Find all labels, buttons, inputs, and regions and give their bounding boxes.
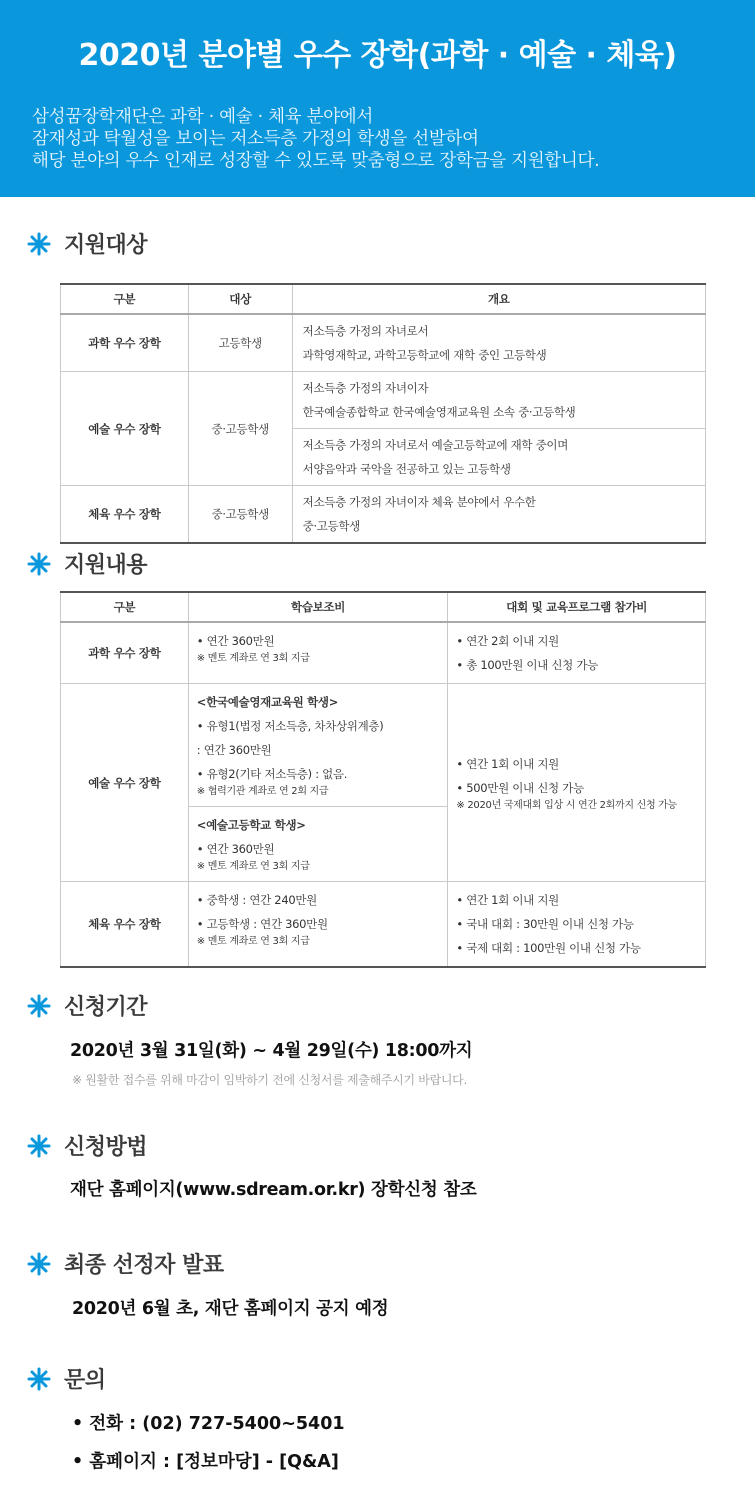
study-line: • 유형1(법정 저소득층, 차차상위계층) [196,719,384,733]
asterisk-star-icon [26,1133,52,1159]
desc-line: 서양음악과 국악을 전공하고 있는 고등학생 [302,462,511,476]
program-line: • 연간 1회 이내 지원 [456,756,559,771]
section-title-target [26,228,147,259]
table-row [61,486,706,544]
intro-line: 삼성꿈장학재단은 과학 · 예술 · 체육 분야에서 [32,107,373,127]
column-header: 학습보조비 [188,592,448,622]
period-text: 2020년 3월 31일(화) ~ 4월 29일(수) 18:00까지 [70,1041,473,1061]
category-cell: 과학 우수 장학 [61,622,189,684]
desc-line: 과학영재학교, 과학고등학교에 재학 중인 고등학생 [302,348,547,362]
asterisk-star-icon [26,1251,52,1277]
study-line: • 중학생 : 연간 240만원 [196,893,317,907]
desc-line: 저소득층 가정의 자녀로서 [302,324,429,338]
intro-text [32,106,755,172]
section-title-announce [26,1248,224,1279]
method-text: 재단 홈페이지(www.sdream.or.kr) 장학신청 참조 [70,1180,477,1200]
study-note: ※ 멘토 계좌로 연 3회 지급 [196,653,310,664]
section-title-method [26,1130,147,1161]
study-cell [188,622,448,684]
desc-cell [292,314,705,372]
column-header: 구분 [61,592,189,622]
program-cell [448,622,706,684]
desc-line: 중·고등학생 [302,519,361,533]
page-title: 2020년 분야별 우수 장학(과학 · 예술 · 체육) [78,38,677,73]
category-cell: 예술 우수 장학 [61,684,189,882]
section-title-text: 신청기간 [64,995,148,1020]
contact-homepage: • 홈페이지 : [정보마당] - [Q&A] [72,1452,339,1472]
study-subtitle: <예술고등학교 학생> [196,818,306,832]
asterisk-star-icon [26,231,52,257]
section-title-text: 문의 [64,1368,106,1393]
section-title-text: 지원내용 [64,553,148,578]
desc-cell [292,429,705,486]
program-cell [448,882,706,968]
study-line: • 고등학생 : 연간 360만원 [196,917,328,931]
table-row [61,372,706,429]
column-header: 대상 [188,284,292,314]
category-cell: 체육 우수 장학 [61,486,189,544]
desc-line: 저소득층 가정의 자녀이자 체육 분야에서 우수한 [302,495,536,509]
desc-line: 저소득층 가정의 자녀로서 예술고등학교에 재학 중이며 [302,438,569,452]
section-title-text: 최종 선정자 발표 [64,1253,224,1278]
section-title-text: 지원대상 [64,233,148,258]
column-header: 구분 [61,284,189,314]
table-row [61,684,706,807]
table-row [61,314,706,372]
header-banner [0,0,755,197]
target-cell: 고등학생 [188,314,292,372]
study-cell [188,882,448,968]
table-header-row [61,592,706,622]
category-cell: 예술 우수 장학 [61,372,189,486]
program-cell [448,684,706,882]
desc-cell [292,486,705,544]
asterisk-star-icon [26,1366,52,1392]
study-line: : 연간 360만원 [196,743,272,757]
table-header-row [61,284,706,314]
program-line: • 연간 2회 이내 지원 [456,634,559,648]
announce-text: 2020년 6월 초, 재단 홈페이지 공지 예정 [72,1299,389,1319]
support-table [60,591,706,968]
desc-line: 한국예술종합학교 한국예술영재교육원 소속 중·고등학생 [302,405,576,419]
category-cell: 체육 우수 장학 [61,882,189,968]
study-note: ※ 멘토 계좌로 연 3회 지급 [196,936,310,947]
column-header: 대회 및 교육프로그램 참가비 [448,592,706,622]
study-cell [188,807,448,882]
study-line: • 유형2(기타 저소득층) : 없음. [196,767,348,781]
column-header: 개요 [292,284,705,314]
intro-line: 잠재성과 탁월성을 보이는 저소득층 가정의 학생을 선발하여 [32,129,479,149]
contact-phone: • 전화 : (02) 727-5400~5401 [72,1414,345,1434]
period-note: ※ 원활한 접수를 위해 마감이 임박하기 전에 신청서를 제출해주시기 바랍니다. [72,1073,467,1087]
asterisk-star-icon [26,993,52,1019]
section-title-contact [26,1363,106,1394]
desc-cell [292,372,705,429]
section-title-text: 신청방법 [64,1135,148,1160]
program-line: • 500만원 이내 신청 가능 [456,780,584,795]
category-cell: 과학 우수 장학 [61,314,189,372]
target-table [60,283,706,544]
intro-line: 해당 분야의 우수 인재로 성장할 수 있도록 맞춤형으로 장학금을 지원합니다. [32,151,600,171]
program-line: • 총 100만원 이내 신청 가능 [456,658,598,672]
study-subtitle: <한국예술영재교육원 학생> [196,695,339,709]
section-title-period [26,990,147,1021]
study-line: • 연간 360만원 [196,842,275,856]
section-title-support [26,548,147,579]
program-line: • 국내 대회 : 30만원 이내 신청 가능 [456,917,634,931]
asterisk-star-icon [26,551,52,577]
table-row [61,882,706,968]
table-row [61,622,706,684]
program-note: ※ 2020년 국제대회 입상 시 연간 2회까지 신청 가능 [456,799,677,811]
study-note: ※ 멘토 계좌로 연 3회 지급 [196,861,310,872]
target-cell: 중·고등학생 [188,486,292,544]
target-cell: 중·고등학생 [188,372,292,486]
program-line: • 국제 대회 : 100만원 이내 신청 가능 [456,941,641,955]
desc-line: 저소득층 가정의 자녀이자 [302,381,429,395]
study-cell [188,684,448,807]
program-line: • 연간 1회 이내 지원 [456,893,559,907]
study-note: ※ 협력기관 계좌로 연 2회 지급 [196,786,329,797]
study-line: • 연간 360만원 [196,634,275,648]
